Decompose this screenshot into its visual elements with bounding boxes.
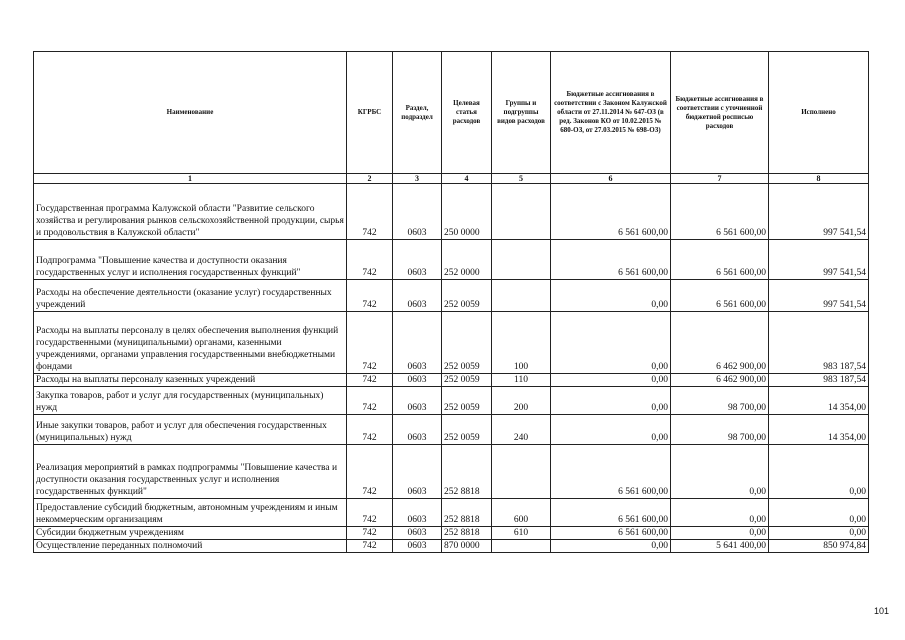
- row-kgrbs: 742: [347, 540, 393, 553]
- row-name: Предоставление субсидий бюджетным, автономным учреждениям и иным некоммерческим организациям: [34, 499, 347, 527]
- column-number: 7: [671, 174, 769, 184]
- row-group: 110: [492, 374, 551, 387]
- row-kgrbs: 742: [347, 415, 393, 445]
- row-executed-amount: 997 541,54: [769, 184, 869, 240]
- row-kgrbs: 742: [347, 445, 393, 499]
- row-section: 0603: [393, 184, 442, 240]
- page-number: 101: [873, 606, 889, 616]
- column-number: 3: [393, 174, 442, 184]
- row-section: 0603: [393, 387, 442, 415]
- row-executed-amount: 0,00: [769, 527, 869, 540]
- row-law-amount: 0,00: [551, 415, 671, 445]
- table-row: [34, 280, 869, 312]
- row-article: 252 0059: [442, 280, 492, 312]
- row-law-amount: 0,00: [551, 280, 671, 312]
- table-row: [34, 184, 869, 240]
- row-refined-amount: 5 641 400,00: [671, 540, 769, 553]
- row-article: 252 8818: [442, 445, 492, 499]
- header-name: Наименование: [34, 52, 347, 174]
- table-row: [34, 387, 869, 415]
- header-row: [34, 52, 869, 174]
- row-kgrbs: 742: [347, 499, 393, 527]
- row-section: 0603: [393, 240, 442, 280]
- row-name: Субсидии бюджетным учреждениям: [34, 527, 347, 540]
- row-name: Расходы на выплаты персоналу в целях обеспечения выполнения функций государственными (муниципальными) органами, казенными учреждениями, органами управления государственными внебюджетными фондами: [34, 312, 347, 374]
- row-executed-amount: 997 541,54: [769, 240, 869, 280]
- row-refined-amount: 0,00: [671, 445, 769, 499]
- column-number: 1: [34, 174, 347, 184]
- row-kgrbs: 742: [347, 184, 393, 240]
- row-group: [492, 540, 551, 553]
- row-section: 0603: [393, 312, 442, 374]
- header-law-allocations: Бюджетные ассигнования в соответствии с Законом Калужской области от 27.11.2014 № 647-ОЗ (в ред. Законов КО от 10.02.2015 № 680-ОЗ, от 27.03.2015 № 698-ОЗ): [551, 52, 671, 174]
- row-executed-amount: 997 541,54: [769, 280, 869, 312]
- row-group: 600: [492, 499, 551, 527]
- header-kgrbs: КГРБС: [347, 52, 393, 174]
- row-group: [492, 445, 551, 499]
- header-refined-allocations: Бюджетные ассигнования в соответствии с уточненной бюджетной росписью расходов: [671, 52, 769, 174]
- row-executed-amount: 14 354,00: [769, 387, 869, 415]
- row-executed-amount: 0,00: [769, 445, 869, 499]
- row-refined-amount: 6 462 900,00: [671, 312, 769, 374]
- row-article: 252 0059: [442, 312, 492, 374]
- row-name: Подпрограмма "Повышение качества и доступности оказания государственных услуг и исполнения государственных функций": [34, 240, 347, 280]
- row-name: Осуществление переданных полномочий: [34, 540, 347, 553]
- column-number: 6: [551, 174, 671, 184]
- row-article: 252 0059: [442, 387, 492, 415]
- header-target-article: Целевая статья расходов: [442, 52, 492, 174]
- row-kgrbs: 742: [347, 280, 393, 312]
- row-refined-amount: 98 700,00: [671, 415, 769, 445]
- row-refined-amount: 6 561 600,00: [671, 240, 769, 280]
- row-section: 0603: [393, 415, 442, 445]
- row-refined-amount: 6 561 600,00: [671, 184, 769, 240]
- column-number-row: [34, 174, 869, 184]
- row-name: Реализация мероприятий в рамках подпрограммы "Повышение качества и доступности оказания государственных услуг и исполнения государственных функций": [34, 445, 347, 499]
- row-name: Закупка товаров, работ и услуг для государственных (муниципальных) нужд: [34, 387, 347, 415]
- table-row: [34, 540, 869, 553]
- row-group: [492, 280, 551, 312]
- row-refined-amount: 0,00: [671, 499, 769, 527]
- row-law-amount: 6 561 600,00: [551, 499, 671, 527]
- row-refined-amount: 98 700,00: [671, 387, 769, 415]
- row-section: 0603: [393, 445, 442, 499]
- row-article: 252 0059: [442, 374, 492, 387]
- table-row: [34, 374, 869, 387]
- row-kgrbs: 742: [347, 240, 393, 280]
- row-executed-amount: 14 354,00: [769, 415, 869, 445]
- row-article: 252 0000: [442, 240, 492, 280]
- row-group: 610: [492, 527, 551, 540]
- row-group: 240: [492, 415, 551, 445]
- row-executed-amount: 983 187,54: [769, 312, 869, 374]
- column-number: 8: [769, 174, 869, 184]
- table-row: [34, 499, 869, 527]
- row-kgrbs: 742: [347, 527, 393, 540]
- row-name: Государственная программа Калужской области "Развитие сельского хозяйства и регулирования рынков сельскохозяйственной продукции, сырья и продовольствия в Калужской области": [34, 184, 347, 240]
- row-group: [492, 240, 551, 280]
- table-row: [34, 527, 869, 540]
- header-executed: Исполнено: [769, 52, 869, 174]
- row-name: Иные закупки товаров, работ и услуг для обеспечения государственных (муниципальных) нужд: [34, 415, 347, 445]
- row-name: Расходы на выплаты персоналу казенных учреждений: [34, 374, 347, 387]
- row-law-amount: 0,00: [551, 387, 671, 415]
- row-section: 0603: [393, 280, 442, 312]
- row-executed-amount: 0,00: [769, 499, 869, 527]
- row-executed-amount: 983 187,54: [769, 374, 869, 387]
- row-section: 0603: [393, 499, 442, 527]
- column-number: 4: [442, 174, 492, 184]
- row-group: 200: [492, 387, 551, 415]
- header-expense-group: Группы и подгруппы видов расходов: [492, 52, 551, 174]
- table-row: [34, 445, 869, 499]
- row-kgrbs: 742: [347, 387, 393, 415]
- row-article: 252 8818: [442, 499, 492, 527]
- row-refined-amount: 6 561 600,00: [671, 280, 769, 312]
- row-group: 100: [492, 312, 551, 374]
- column-number: 5: [492, 174, 551, 184]
- budget-table: [33, 51, 869, 553]
- row-law-amount: 0,00: [551, 312, 671, 374]
- header-section: Раздел, подраздел: [393, 52, 442, 174]
- row-kgrbs: 742: [347, 374, 393, 387]
- row-executed-amount: 850 974,84: [769, 540, 869, 553]
- row-law-amount: 0,00: [551, 374, 671, 387]
- row-article: 250 0000: [442, 184, 492, 240]
- row-name: Расходы на обеспечение деятельности (оказание услуг) государственных учреждений: [34, 280, 347, 312]
- row-article: 252 0059: [442, 415, 492, 445]
- row-article: 870 0000: [442, 540, 492, 553]
- table-row: [34, 312, 869, 374]
- row-law-amount: 0,00: [551, 540, 671, 553]
- column-number: 2: [347, 174, 393, 184]
- row-article: 252 8818: [442, 527, 492, 540]
- row-refined-amount: 6 462 900,00: [671, 374, 769, 387]
- table-row: [34, 415, 869, 445]
- row-law-amount: 6 561 600,00: [551, 184, 671, 240]
- row-law-amount: 6 561 600,00: [551, 527, 671, 540]
- row-law-amount: 6 561 600,00: [551, 240, 671, 280]
- row-section: 0603: [393, 527, 442, 540]
- row-section: 0603: [393, 540, 442, 553]
- row-section: 0603: [393, 374, 442, 387]
- row-group: [492, 184, 551, 240]
- row-law-amount: 6 561 600,00: [551, 445, 671, 499]
- row-refined-amount: 0,00: [671, 527, 769, 540]
- row-kgrbs: 742: [347, 312, 393, 374]
- table-row: [34, 240, 869, 280]
